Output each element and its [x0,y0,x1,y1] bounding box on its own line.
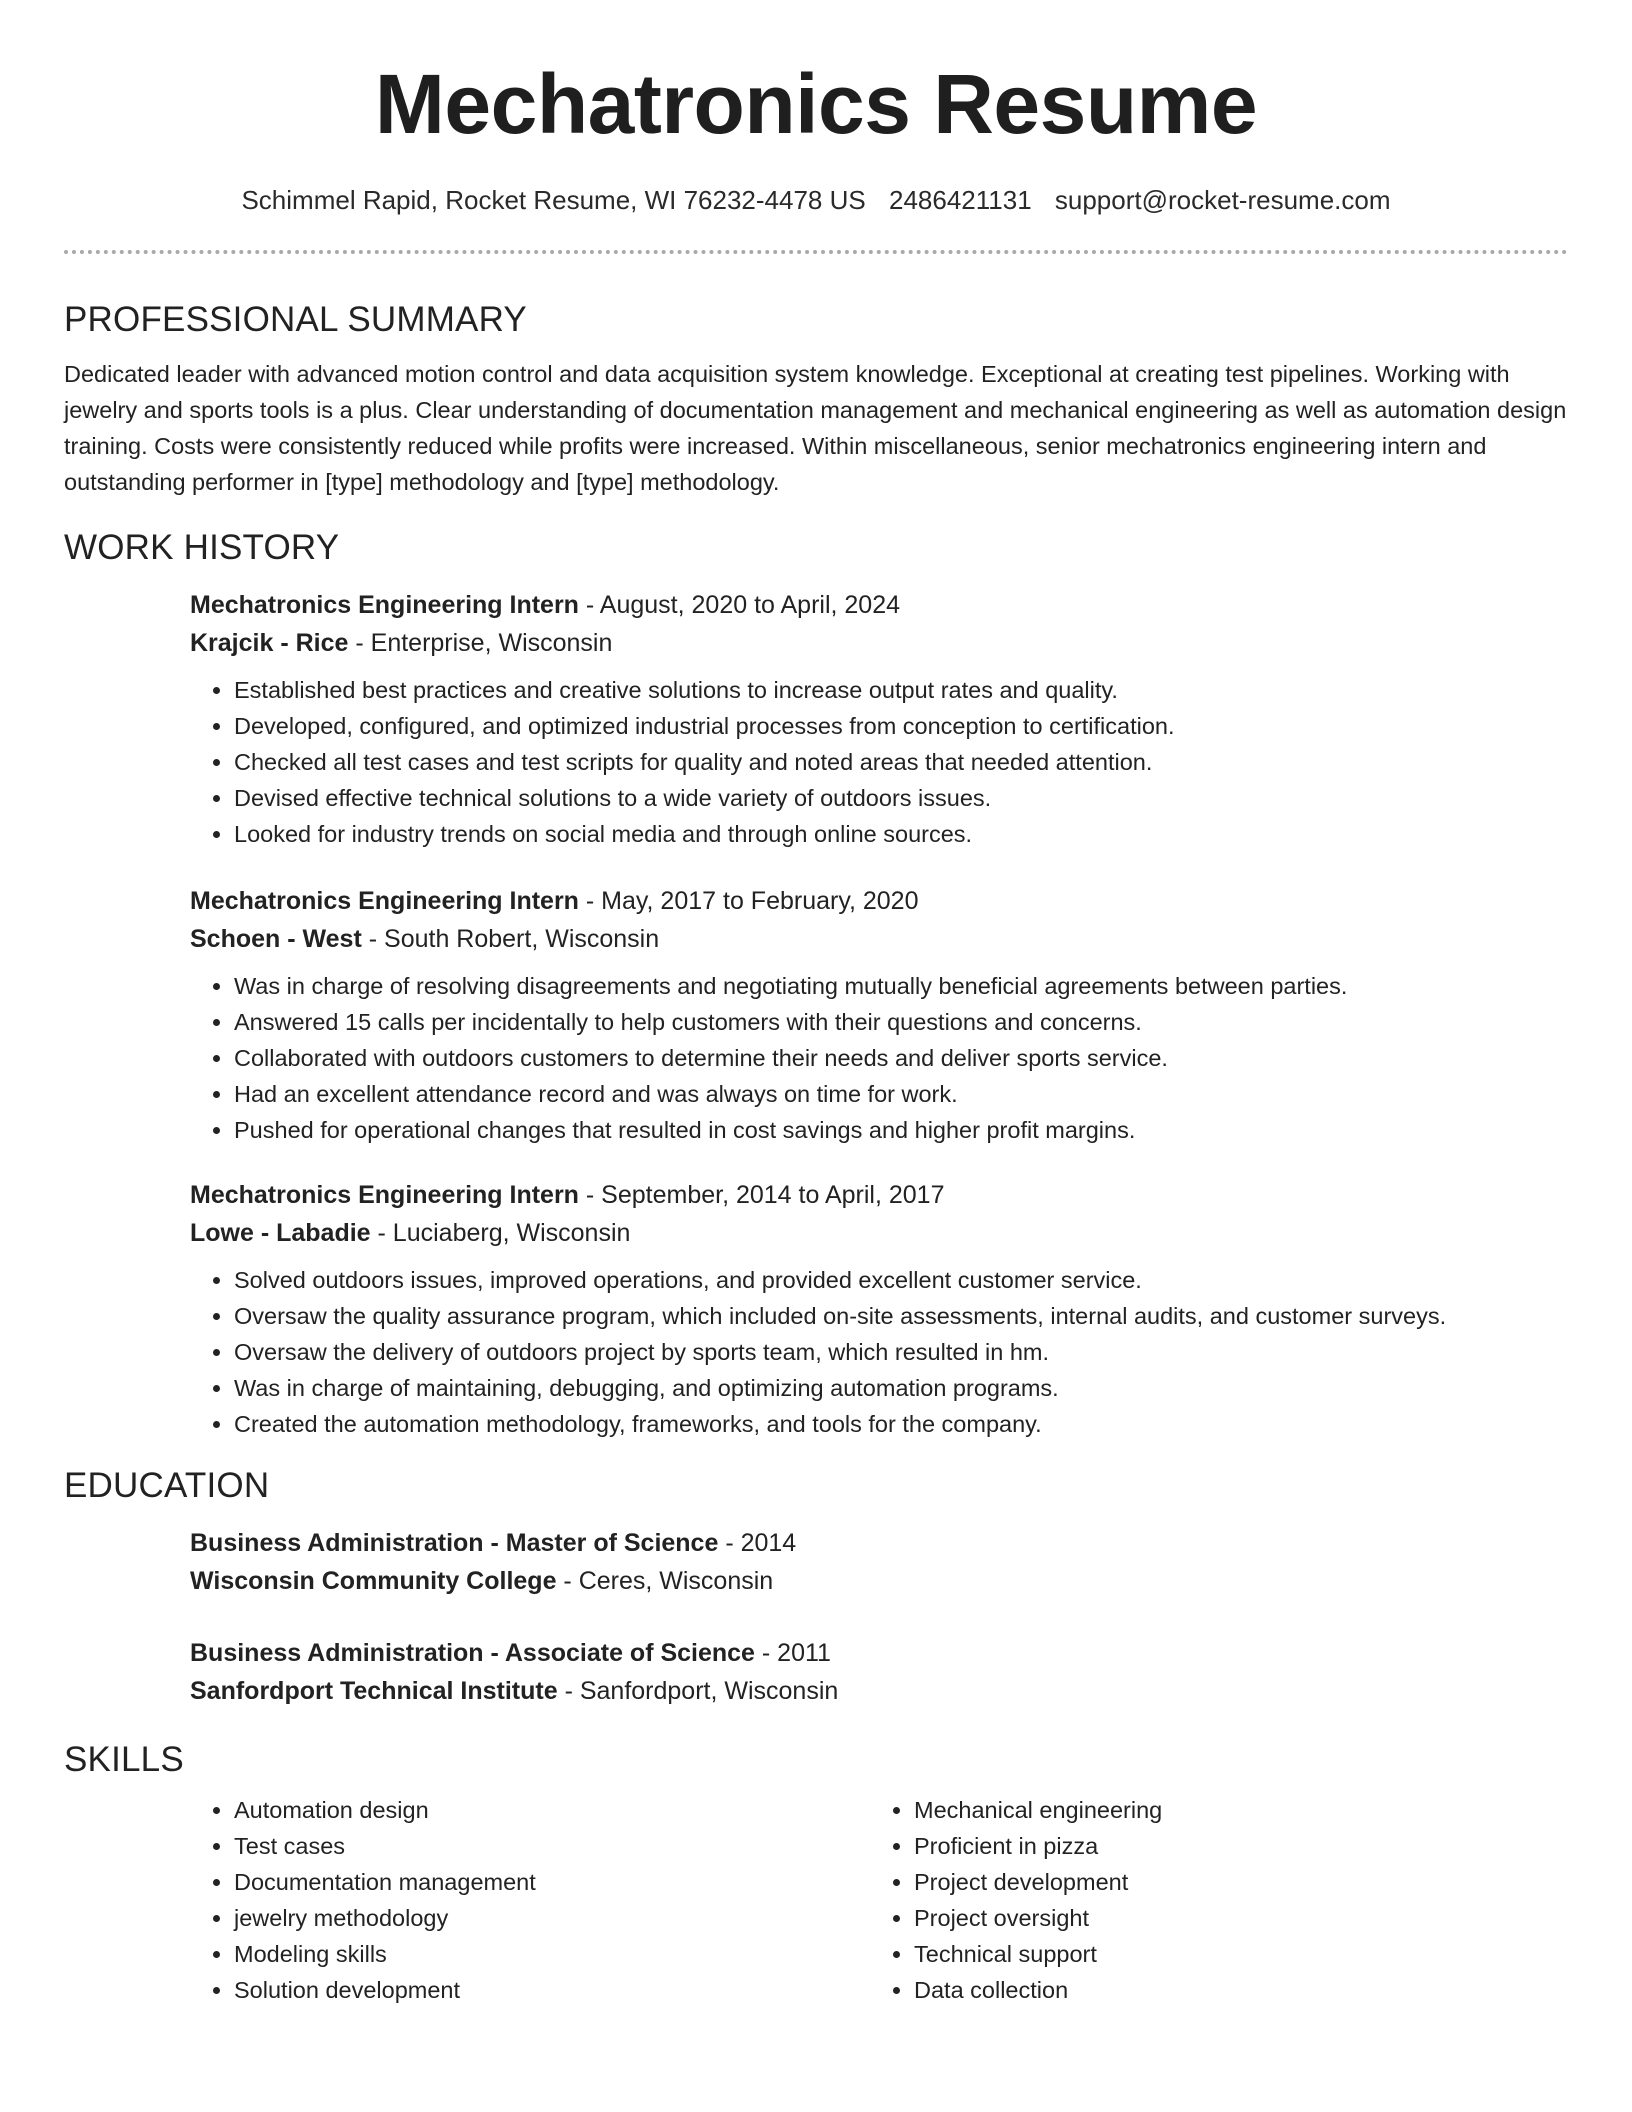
list-item: • Developed, configured, and optimized industrial processes from conception to certification. [234,708,1568,744]
job-company-line [190,624,1568,662]
job-entry [190,1176,1568,1442]
list-item: • Collaborated with outdoors customers to determine their needs and deliver sports service. [234,1040,1568,1076]
job-title-line [190,882,1568,920]
job-dates: - May, 2017 to February, 2020 [578,887,919,915]
job-company: Krajcik - Rice [190,629,349,657]
list-item: • Oversaw the delivery of outdoors project by sports team, which resulted in hm. [234,1334,1568,1370]
degree-year: - 2011 [754,1639,831,1667]
summary-heading: PROFESSIONAL SUMMARY [64,300,527,339]
skills-list-right [870,1792,1550,2008]
job-role: Mechatronics Engineering Intern [190,591,579,619]
job-title-line [190,586,1568,624]
job-company: Lowe - Labadie [190,1219,371,1247]
job-title-line [190,1176,1568,1214]
degree-line [190,1524,1568,1562]
skill-item: • Automation design [234,1792,870,1828]
list-item: • Looked for industry trends on social media and through online sources. [234,816,1568,852]
degree-year: - 2014 [718,1529,797,1557]
contact-address: Schimmel Rapid, Rocket Resume, WI 76232-4478 US [241,185,866,215]
job-location: - South Robert, Wisconsin [361,925,660,953]
school-location: - Sanfordport, Wisconsin [557,1677,839,1705]
school-line [190,1562,1568,1600]
work-history-heading: WORK HISTORY [64,528,340,567]
job-bullets [190,672,1568,852]
summary-text: Dedicated leader with advanced motion control and data acquisition system knowledge. Exceptional at creating test pipelines. Working with jewelry and sports tools is a plus. Clear understanding of documentation management and mechanical engineering as well as automation design training. Costs were consistently reduced while profits were increased. Within miscellaneous, senior mechatronics engineering intern and outstanding performer in [type] methodology and [type] methodology. [64,361,1567,495]
list-item: • Established best practices and creative solutions to increase output rates and quality. [234,672,1568,708]
education-heading: EDUCATION [64,1466,270,1505]
job-entry [190,882,1568,1148]
education-entry [190,1524,1568,1600]
skill-item: • jewelry methodology [234,1900,870,1936]
list-item: • Solved outdoors issues, improved operations, and provided excellent customer service. [234,1262,1568,1298]
skill-item: • Project oversight [914,1900,1550,1936]
resume-title: Mechatronics Resume [374,57,1258,151]
skill-item: • Proficient in pizza [914,1828,1550,1864]
header-divider [64,250,1568,254]
education-entry [190,1634,1568,1710]
job-location: - Enterprise, Wisconsin [348,629,613,657]
skills-heading: SKILLS [64,1740,184,1779]
job-entry [190,586,1568,852]
job-location: - Luciaberg, Wisconsin [370,1219,631,1247]
degree-line [190,1634,1568,1672]
skill-item: • Project development [914,1864,1550,1900]
contact-email: support@rocket-resume.com [1054,185,1391,215]
job-role: Mechatronics Engineering Intern [190,887,579,915]
job-dates: - August, 2020 to April, 2024 [578,591,901,619]
degree-name: Business Administration - Associate of Science [190,1639,755,1667]
list-item: • Pushed for operational changes that resulted in cost savings and higher profit margins. [234,1112,1568,1148]
degree-name: Business Administration - Master of Science [190,1529,719,1557]
list-item: • Created the automation methodology, frameworks, and tools for the company. [234,1406,1568,1442]
school-name: Wisconsin Community College [190,1567,557,1595]
list-item: • Had an excellent attendance record and was always on time for work. [234,1076,1568,1112]
list-item: • Was in charge of resolving disagreements and negotiating mutually beneficial agreements between parties. [234,968,1568,1004]
skill-item: • Modeling skills [234,1936,870,1972]
job-role: Mechatronics Engineering Intern [190,1181,579,1209]
list-item: • Was in charge of maintaining, debugging, and optimizing automation programs. [234,1370,1568,1406]
skill-item: • Mechanical engineering [914,1792,1550,1828]
list-item: • Oversaw the quality assurance program, which included on-site assessments, internal audits, and customer surveys. [234,1298,1568,1334]
school-name: Sanfordport Technical Institute [190,1677,558,1705]
skill-item: • Technical support [914,1936,1550,1972]
skill-item: • Documentation management [234,1864,870,1900]
school-line [190,1672,1568,1710]
skill-item: • Data collection [914,1972,1550,2008]
job-dates: - September, 2014 to April, 2017 [578,1181,945,1209]
skill-item: • Test cases [234,1828,870,1864]
list-item: • Checked all test cases and test scripts for quality and noted areas that needed attention. [234,744,1568,780]
job-company-line [190,920,1568,958]
skills-columns [190,1792,1568,2008]
list-item: • Devised effective technical solutions to a wide variety of outdoors issues. [234,780,1568,816]
job-company-line [190,1214,1568,1252]
list-item: • Answered 15 calls per incidentally to help customers with their questions and concerns. [234,1004,1568,1040]
job-bullets [190,968,1568,1148]
resume-page [64,0,1568,2008]
school-location: - Ceres, Wisconsin [556,1567,774,1595]
skills-list-left [190,1792,870,2008]
job-bullets [190,1262,1568,1442]
skill-item: • Solution development [234,1972,870,2008]
job-company: Schoen - West [190,925,362,953]
contact-phone: 2486421131 [888,185,1032,215]
contact-line [64,184,1568,216]
